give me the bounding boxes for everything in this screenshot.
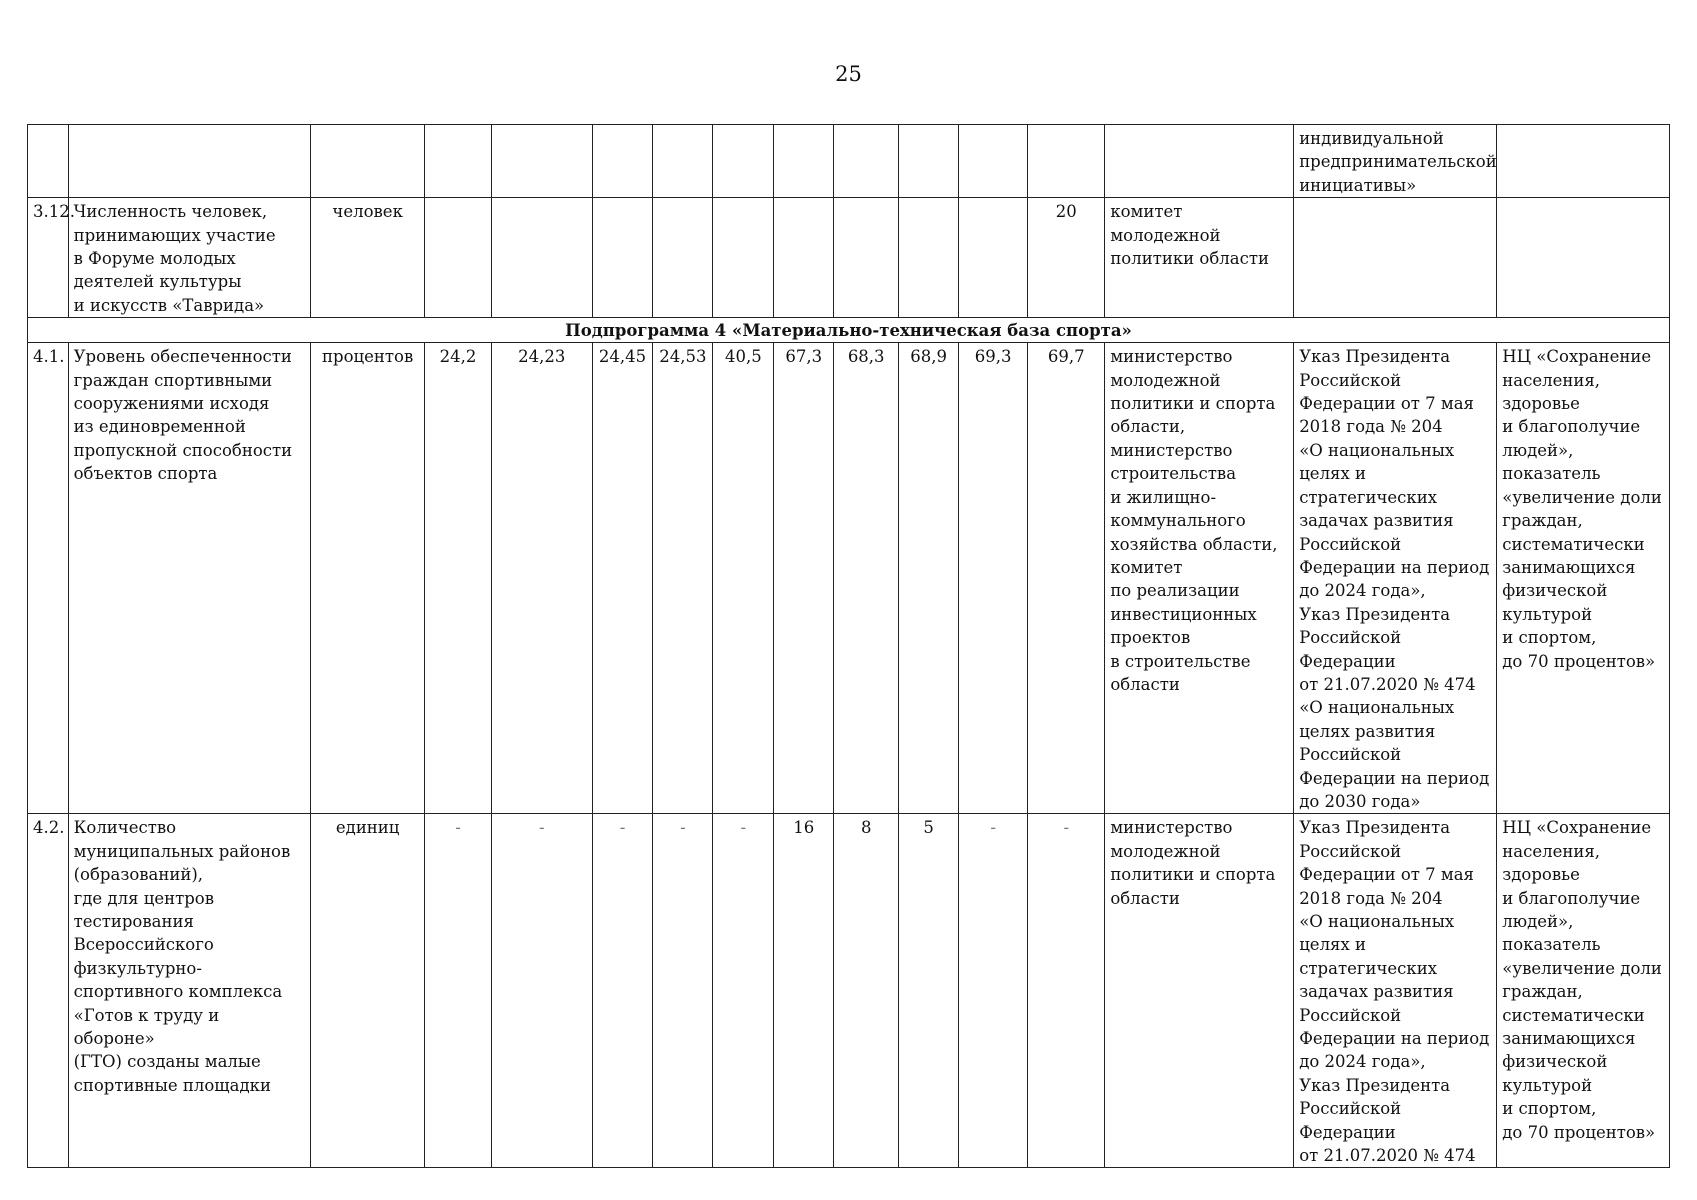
- cell-indicator: Численность человек, принимающих участие в Форуме молодых деятелей культуры и искусств «Таврида»: [68, 198, 311, 318]
- cell-indicator: Количество муниципальных районов (образований), где для центров тестирования Всероссийского физкультурно- спортивного комплекса «Готов к труду и обороне» (ГТО) созданы малые спортивные площадки: [68, 814, 311, 1168]
- cell-value: -: [492, 814, 593, 1168]
- cell-indicator: Уровень обеспеченности граждан спортивными сооружениями исходя из единовременной пропускной способности объектов спорта: [68, 343, 311, 814]
- cell-value: 5: [899, 814, 959, 1168]
- cell-basis: Указ Президента Российской Федерации от 7 мая 2018 года № 204 «О национальных целях и стратегических задачах развития Российской Федерации на период до 2024 года», Указ Президента Российской Федерации от 21.07.2020 № 474: [1294, 814, 1497, 1168]
- cell-unit: [311, 125, 425, 198]
- cell-value: [899, 125, 959, 198]
- cell-value: [834, 198, 899, 318]
- cell-num: [28, 125, 69, 198]
- cell-responsible: [1105, 125, 1294, 198]
- cell-indicator: [68, 125, 311, 198]
- cell-value: -: [959, 814, 1028, 1168]
- cell-value: [1028, 125, 1105, 198]
- cell-responsible: министерство молодежной политики и спорта области, министерство строительства и жилищно- коммунального хозяйства области, комитет по реализации инвестиционных проектов в строительстве области: [1105, 343, 1294, 814]
- cell-national-goal: НЦ «Сохранение населения, здоровье и благополучие людей», показатель «увеличение доли граждан, систематически занимающихся физической культурой и спортом, до 70 процентов»: [1497, 814, 1670, 1168]
- cell-value: [774, 198, 834, 318]
- cell-value: -: [592, 814, 653, 1168]
- cell-num: 3.12.: [28, 198, 69, 318]
- cell-value: [713, 198, 774, 318]
- cell-responsible: комитет молодежной политики области: [1105, 198, 1294, 318]
- cell-value: [592, 125, 653, 198]
- cell-responsible: министерство молодежной политики и спорта области: [1105, 814, 1294, 1168]
- cell-value: [774, 125, 834, 198]
- cell-value: 69,3: [959, 343, 1028, 814]
- cell-value: 24,23: [492, 343, 593, 814]
- cell-value: [592, 198, 653, 318]
- cell-national-goal: НЦ «Сохранение населения, здоровье и благополучие людей», показатель «увеличение доли граждан, систематически занимающихся физической культурой и спортом, до 70 процентов»: [1497, 343, 1670, 814]
- indicators-table: [27, 124, 1670, 1168]
- page-number: 25: [835, 62, 862, 86]
- table-row: [28, 814, 1670, 1168]
- cell-value: 24,45: [592, 343, 653, 814]
- cell-unit: человек: [311, 198, 425, 318]
- cell-value: [959, 125, 1028, 198]
- cell-value: [713, 125, 774, 198]
- cell-basis: индивидуальной предпринимательской инициативы»: [1294, 125, 1497, 198]
- cell-value: 69,7: [1028, 343, 1105, 814]
- cell-value: 40,5: [713, 343, 774, 814]
- cell-value: [653, 198, 713, 318]
- cell-value: 8: [834, 814, 899, 1168]
- cell-value: 24,53: [653, 343, 713, 814]
- cell-num: 4.2.: [28, 814, 69, 1168]
- cell-basis: [1294, 198, 1497, 318]
- subprogram-heading-row: [28, 318, 1670, 343]
- cell-value: [425, 198, 492, 318]
- cell-national-goal: [1497, 125, 1670, 198]
- cell-value: [653, 125, 713, 198]
- cell-value: [425, 125, 492, 198]
- cell-unit: процентов: [311, 343, 425, 814]
- table-row: [28, 343, 1670, 814]
- cell-value: -: [1028, 814, 1105, 1168]
- cell-value: 67,3: [774, 343, 834, 814]
- cell-value: [492, 125, 593, 198]
- cell-value: 68,3: [834, 343, 899, 814]
- cell-value: 24,2: [425, 343, 492, 814]
- cell-value: 20: [1028, 198, 1105, 318]
- subprogram-title: Подпрограмма 4 «Материально-техническая база спорта»: [28, 318, 1670, 343]
- cell-unit: единиц: [311, 814, 425, 1168]
- cell-basis: Указ Президента Российской Федерации от 7 мая 2018 года № 204 «О национальных целях и стратегических задачах развития Российской Федерации на период до 2024 года», Указ Президента Российской Федерации от 21.07.2020 № 474 «О национальных целях развития Российской Федерации на период до 2030 года»: [1294, 343, 1497, 814]
- cell-value: -: [713, 814, 774, 1168]
- cell-value: -: [425, 814, 492, 1168]
- cell-value: [899, 198, 959, 318]
- cell-value: [834, 125, 899, 198]
- cell-value: [492, 198, 593, 318]
- cell-value: 68,9: [899, 343, 959, 814]
- cell-value: [959, 198, 1028, 318]
- table-row-continuation: [28, 125, 1670, 198]
- cell-num: 4.1.: [28, 343, 69, 814]
- cell-value: 16: [774, 814, 834, 1168]
- cell-value: -: [653, 814, 713, 1168]
- table-row: [28, 198, 1670, 318]
- cell-national-goal: [1497, 198, 1670, 318]
